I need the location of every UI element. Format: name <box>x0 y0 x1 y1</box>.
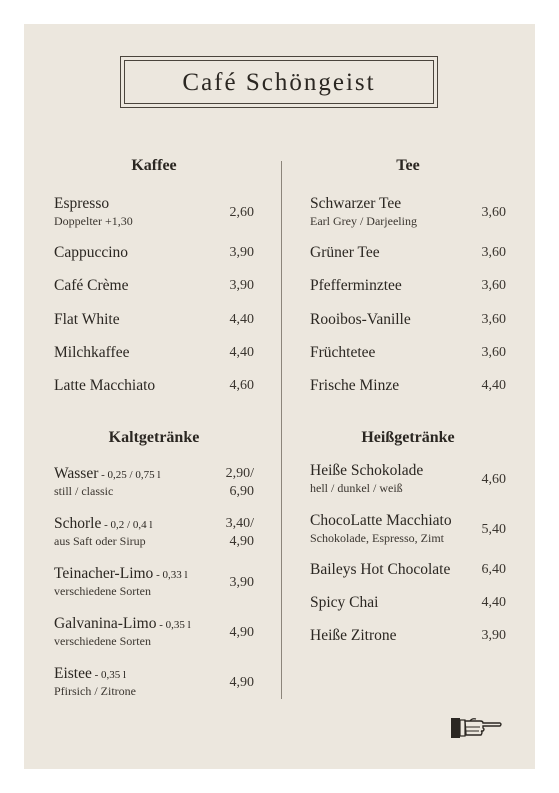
item-name: Baileys Hot Chocolate <box>310 561 451 578</box>
item-price: 4,90 <box>229 625 254 640</box>
item-subtitle: Pfirsich / Zitrone <box>54 684 136 698</box>
title-frame <box>120 56 438 108</box>
item-price-small: 2,90/ <box>225 466 254 481</box>
item-size: - 0,35 l <box>156 619 191 631</box>
item-size: - 0,2 / 0,4 l <box>101 519 153 531</box>
item-subtitle: aus Saft oder Sirup <box>54 534 146 548</box>
section-title-kaffee: Kaffee <box>131 157 177 174</box>
item-name: Heiße Zitrone <box>310 627 397 644</box>
menu-title: Café Schöngeist <box>182 69 376 96</box>
item-subtitle: Doppelter +1,30 <box>54 214 133 228</box>
item-price: 4,60 <box>481 472 506 487</box>
item-name <box>54 465 160 483</box>
item-price: 4,40 <box>229 312 254 327</box>
item-price: 3,60 <box>481 245 506 260</box>
item-name <box>54 665 126 683</box>
item-price: 3,60 <box>481 278 506 293</box>
section-title-tee: Tee <box>396 157 420 174</box>
item-subtitle: verschiedene Sorten <box>54 634 151 648</box>
item-price <box>226 515 254 551</box>
item-name: Espresso <box>54 195 110 212</box>
item-name: Pfefferminztee <box>310 277 402 294</box>
item-subtitle: hell / dunkel / weiß <box>310 481 403 495</box>
item-size: - 0,33 l <box>153 569 188 581</box>
item-name-text: Galvanina-Limo <box>54 615 157 632</box>
item-price-large: 6,90 <box>229 484 254 499</box>
item-price: 3,60 <box>481 345 506 360</box>
item-size: - 0,35 l <box>91 669 127 681</box>
item-subtitle: Schokolade, Espresso, Zimt <box>310 531 444 545</box>
item-price: 3,60 <box>481 205 506 220</box>
item-price-small: 3,40/ <box>225 516 254 531</box>
pointing-hand-icon <box>450 714 502 742</box>
item-price-large: 4,90 <box>229 534 254 549</box>
item-name: Frische Minze <box>310 377 400 394</box>
item-size: - 0,25 / 0,75 l <box>98 469 161 481</box>
item-name-text: Teinacher-Limo <box>54 565 154 582</box>
item-name: Spicy Chai <box>310 594 379 611</box>
section-title-heissgetraenke: Heißgetränke <box>361 429 455 446</box>
item-price: 6,40 <box>481 562 506 577</box>
item-subtitle: verschiedene Sorten <box>54 584 151 598</box>
item-subtitle: still / classic <box>54 484 114 498</box>
item-name <box>54 565 188 583</box>
item-price: 4,40 <box>481 378 506 393</box>
item-name: Rooibos-Vanille <box>310 311 411 328</box>
item-name-text: Schorle <box>54 515 102 532</box>
item-price: 2,60 <box>229 205 254 220</box>
menu-page <box>24 24 535 769</box>
item-price: 3,90 <box>481 628 506 643</box>
item-price: 5,40 <box>481 522 506 537</box>
item-price: 4,40 <box>481 595 506 610</box>
item-name <box>54 615 191 633</box>
item-name: Milchkaffee <box>54 344 130 361</box>
item-price: 3,90 <box>229 575 254 590</box>
item-price: 4,90 <box>229 675 254 690</box>
item-price: 4,40 <box>229 345 254 360</box>
item-name: Cappuccino <box>54 244 129 261</box>
section-title-kaltgetraenke: Kaltgetränke <box>108 429 200 446</box>
item-subtitle: Earl Grey / Darjeeling <box>310 214 417 228</box>
item-name-text: Eistee <box>54 665 92 682</box>
item-name: Latte Macchiato <box>54 377 156 394</box>
item-price: 3,90 <box>229 245 254 260</box>
item-name: Flat White <box>54 311 120 328</box>
item-name-text: Wasser <box>54 465 99 482</box>
item-price: 3,90 <box>229 278 254 293</box>
item-name: ChocoLatte Macchiato <box>310 512 452 529</box>
item-price <box>226 465 254 501</box>
item-name: Café Crème <box>54 277 129 294</box>
item-name: Heiße Schokolade <box>310 462 424 479</box>
item-price: 3,60 <box>481 312 506 327</box>
item-name <box>54 515 152 533</box>
item-name: Früchtetee <box>310 344 376 361</box>
item-price: 4,60 <box>229 378 254 393</box>
item-name: Grüner Tee <box>310 244 380 261</box>
item-name: Schwarzer Tee <box>310 195 402 212</box>
column-divider <box>281 161 282 699</box>
